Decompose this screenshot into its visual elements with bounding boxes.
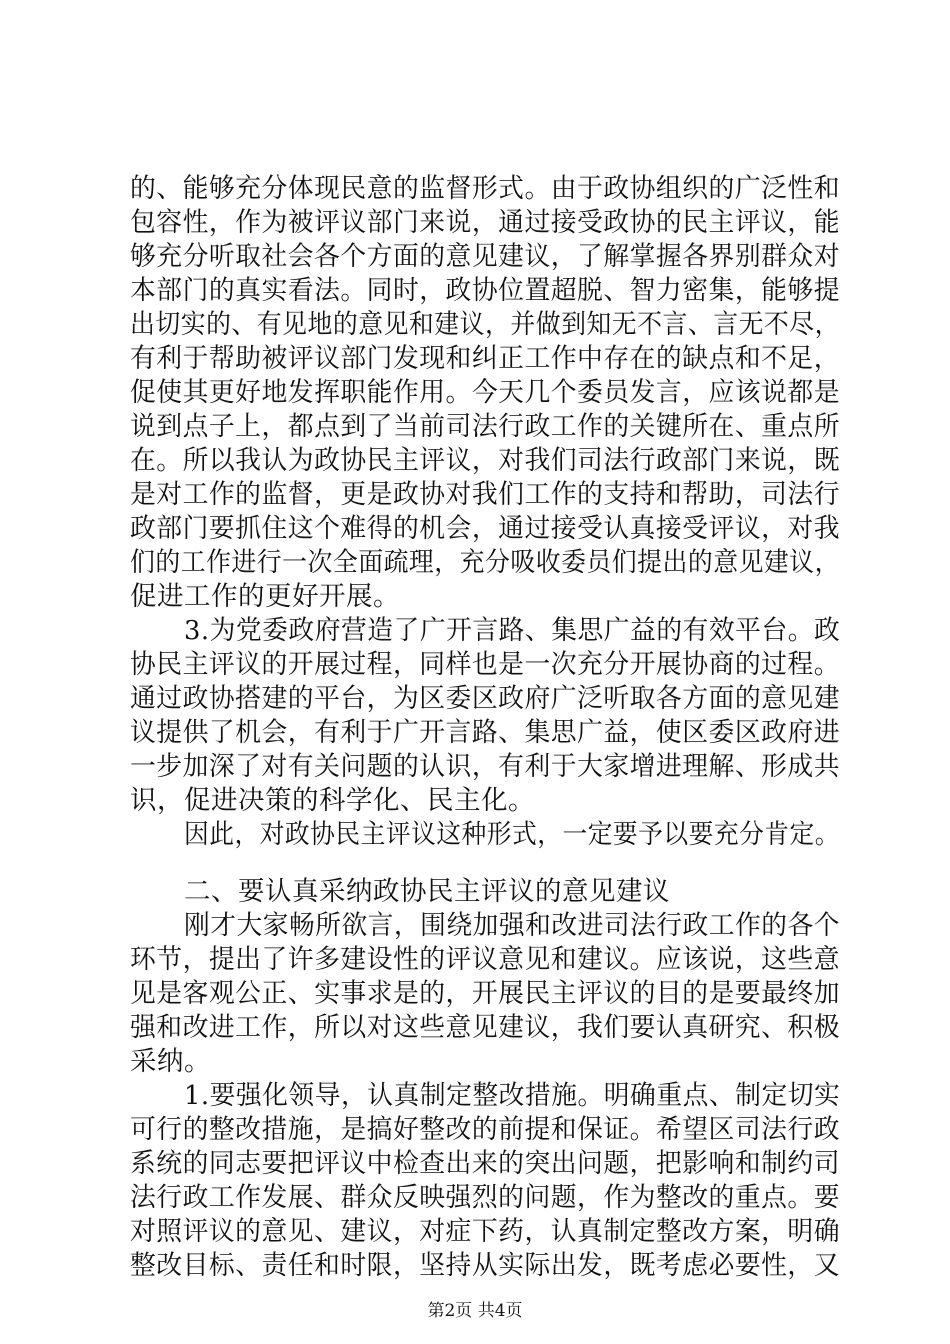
paragraph-line: 系统的同志要把评议中检查出来的突出问题，把影响和制约司 xyxy=(130,1148,840,1179)
paragraph-line: 因此，对政协民主评议这种形式，一定要予以要充分肯定。 xyxy=(184,819,840,850)
paragraph-line: 刚才大家畅所欲言，围绕加强和改进司法行政工作的各个 xyxy=(184,910,840,941)
paragraph-line: 有利于帮助被评议部门发现和纠正工作中存在的缺点和不足， xyxy=(130,343,840,374)
paragraph-line: 说到点子上，都点到了当前司法行政工作的关键所在、重点所 xyxy=(130,411,840,442)
paragraph-line: 出切实的、有见地的意见和建议，并做到知无不言、言无不尽， xyxy=(130,309,840,340)
paragraph-line: 对照评议的意见、建议，对症下药，认真制定整改方案，明确 xyxy=(130,1216,840,1247)
section-heading: 二、要认真采纳政协民主评议的意见建议 xyxy=(184,876,670,907)
paragraph-line: 可行的整改措施，是搞好整改的前提和保证。希望区司法行政 xyxy=(130,1114,840,1145)
paragraph-line: 促使其更好地发挥职能作用。今天几个委员发言，应该说都是 xyxy=(130,377,840,408)
paragraph-line: 的、能够充分体现民意的监督形式。由于政协组织的广泛性和 xyxy=(130,173,840,204)
paragraph-line: 在。所以我认为政协民主评议，对我们司法行政部门来说，既 xyxy=(130,445,840,476)
paragraph-line: 整改目标、责任和时限，坚持从实际出发，既考虑必要性，又 xyxy=(130,1250,840,1281)
paragraph-line: 本部门的真实看法。同时，政协位置超脱、智力密集，能够提 xyxy=(130,275,840,306)
paragraph-line: 议提供了机会，有利于广开言路、集思广益，使区委区政府进 xyxy=(130,717,840,748)
paragraph-line: 见是客观公正、实事求是的，开展民主评议的目的是要最终加 xyxy=(130,978,840,1009)
paragraph-line: 们的工作进行一次全面疏理，充分吸收委员们提出的意见建议， xyxy=(130,547,840,578)
paragraph-line: 协民主评议的开展过程，同样也是一次充分开展协商的过程。 xyxy=(130,649,840,680)
paragraph-line: 采纳。 xyxy=(130,1046,211,1077)
paragraph-line: 3.为党委政府营造了广开言路、集思广益的有效平台。政 xyxy=(184,615,841,646)
paragraph-line: 政部门要抓住这个难得的机会，通过接受认真接受评议，对我 xyxy=(130,513,840,544)
paragraph-line: 法行政工作发展、群众反映强烈的问题，作为整改的重点。要 xyxy=(130,1182,840,1213)
paragraph-line: 一步加深了对有关问题的认识，有利于大家增进理解、形成共 xyxy=(130,751,840,782)
paragraph-line: 通过政协搭建的平台，为区委区政府广泛听取各方面的意见建 xyxy=(130,683,840,714)
paragraph-line: 够充分听取社会各个方面的意见建议，了解掌握各界别群众对 xyxy=(130,241,840,272)
paragraph-line: 包容性，作为被评议部门来说，通过接受政协的民主评议，能 xyxy=(130,207,840,238)
paragraph-line: 识，促进决策的科学化、民主化。 xyxy=(130,785,535,816)
paragraph-line: 环节，提出了许多建设性的评议意见和建议。应该说，这些意 xyxy=(130,944,840,975)
paragraph-line: 1.要强化领导，认真制定整改措施。明确重点、制定切实 xyxy=(184,1080,841,1111)
paragraph-line: 促进工作的更好开展。 xyxy=(130,581,400,612)
page-number-footer: 第2页 共4页 xyxy=(427,1301,523,1321)
paragraph-line: 是对工作的监督，更是政协对我们工作的支持和帮助，司法行 xyxy=(130,479,840,510)
paragraph-line: 强和改进工作，所以对这些意见建议，我们要认真研究、积极 xyxy=(130,1012,840,1043)
